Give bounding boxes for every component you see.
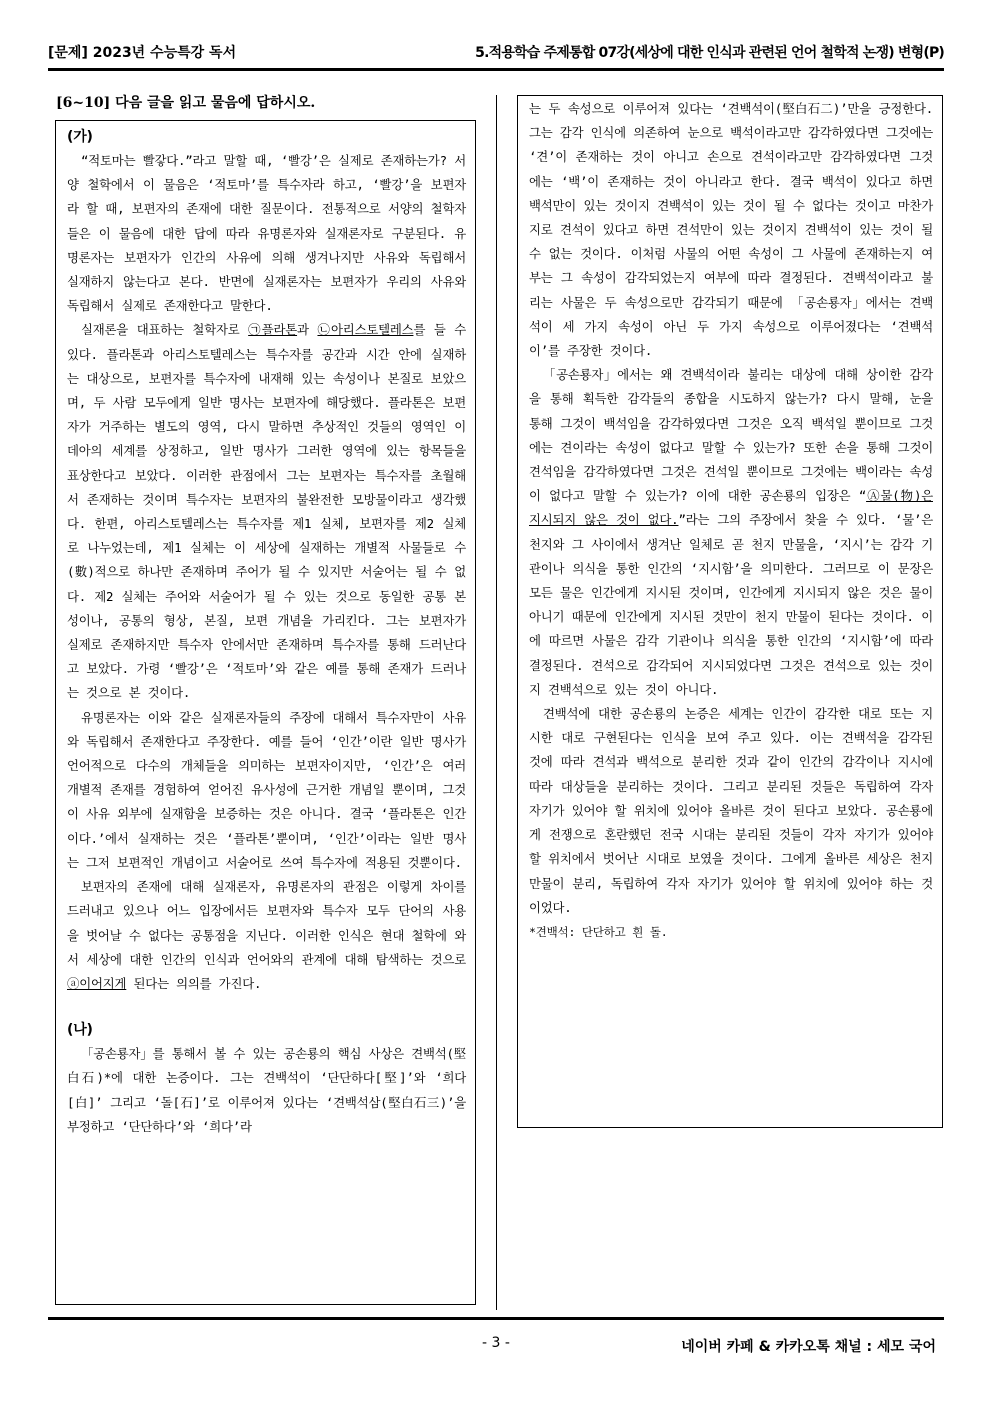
underline-A: Ⓐ물(物)은 지시되지 않은 것이 없다. [529,488,933,528]
ga-paragraph-1: “적토마는 빨갛다.”라고 말할 때, ‘빨강’은 실제로 존재하는가? 서양 철학에서 이 물음은 ‘적토마’를 특수자라 하고, ‘빨강’을 보편자라 할 때, 보편자의 존재에 대한 질문이다. 전통적으로 서양의 철학자들은 이 물음에 대한 답에 따라 유명론자와 실재론자로 구분된다. 유명론자는 보편자가 인간의 사유에 의해 생겨나지만 사유와 독립해서 실재하지 않는다고 본다. 반면에 실재론자는 보편자가 우리의 사유와 독립해서 실제로 존재한다고 말한다. [67,153,466,314]
na-paragraph-1: 「공손룡자」를 통해서 볼 수 있는 공손룡의 핵심 사상은 견백석(堅白石)*에 대한 논증이다. 그는 견백석이 ‘단단하다[堅]’와 ‘희다[白]’ 그리고 ‘돌[石]’로 이루어져 있다는 ‘견백석삼(堅白石三)’을 부정하고 ‘단단하다’와 ‘희다’라 [67,1046,466,1134]
ga-paragraph-4 [67,875,466,996]
ga-paragraph-2 [67,318,466,705]
ga-p2-text: 실재론을 대표하는 철학자로 [81,322,249,338]
ga-p4-text: 된다는 의의를 가진다. [126,975,262,991]
footer-brand: 네이버 카페 & 카카오톡 채널 : 세모 국어 [681,1339,936,1355]
header-left: [문제] 2023년 수능특강 독서 [48,45,237,61]
na-paragraph-3: 견백석에 대한 공손룡의 논증은 세계는 인간이 감각한 대로 또는 지시한 대로 구현된다는 인식을 보여 주고 있다. 이는 견백석을 감각된 것에 따라 견석과 백석으로 분리한 것과 같이 인간의 감각이나 지시에 따라 대상들을 분리하는 것이다. 그리고 분리된 것들은 독립하여 각자 자기가 있어야 할 위치에 있어야 올바른 것이 된다고 보았다. 공손룡에게 전쟁으로 혼란했던 전국 시대는 분리된 것들이 각자 자기가 있어야 할 위치에서 벗어난 시대로 보였을 것이다. 그에게 올바른 세상은 천지 만물이 분리, 독립하여 각자 자기가 있어야 할 위치에 있어야 하는 것이었다. [529,706,933,915]
ga-p2-text: 를 들 수 있다. 플라톤과 아리스토텔레스는 특수자를 공간과 시간 안에 실재하는 대상으로, 보편자를 특수자에 내재해 있는 속성이나 본질로 보았으며, 두 사람 모두에게 일반 명사는 보편자에 해당했다. 플라톤은 보편자가 거주하는 별도의 영역, 다시 말하면 추상적인 것들의 영역인 이데아의 세계를 상정하고, 일반 명사가 그러한 영역에 있는 항목들을 표상한다고 보았다. 이러한 관점에서 그는 보편자는 특수자를 초월해서 존재하는 것이며 특수자는 보편자의 불완전한 모방물이라고 생각했다. 한편, 아리스토텔레스는 특수자를 제1 실체, 보편자를 제2 실체로 나누었는데, 제1 실체는 이 세상에 실재하는 개별적 사물들로 수(數)적으로 하나만 존재하며 주어가 될 수 있지만 서술어는 될 수 없다. 제2 실체는 주어와 서술어가 될 수 있는 것으로 동일한 공통 본성이나, 공통의 형상, 본질, 보편 개념을 가리킨다. 그는 보편자가 실제로 존재하지만 특수자 안에서만 존재하며 특수자를 통해 드러난다고 보았다. 가령 ‘빨강’은 ‘적토마’와 같은 예를 통해 존재가 드러나는 것으로 본 것이다. [67,322,467,701]
na-paragraph-2 [529,363,933,702]
section-label-na: (나) [67,1022,93,1039]
ga-p2-text: 과 [297,322,318,338]
footer-rule [48,1317,944,1320]
underline-aristotle: ㉡아리스토텔레스 [317,322,414,338]
header-right: 5.적용학습 주제통합 07강(세상에 대한 인식과 관련된 언어 철학적 논쟁) 변형(P) [475,45,944,61]
question-heading: [6~10] 다음 글을 읽고 물음에 답하시오. [56,95,316,111]
ga-p4-text: 보편자의 존재에 대해 실재론자, 유명론자의 관점은 이렇게 차이를 드러내고 있으나 어느 입장에서든 보편자와 특수자 모두 단어의 사용을 벗어날 수 없다는 공통점을 지닌다. 이러한 인식은 현대 철학에 와서 세상에 대한 인간의 인식과 언어와의 관계에 대해 탐색하는 것으로 [67,879,466,967]
footnote: *견백석: 단단하고 흰 돌. [529,924,668,939]
page-header [48,42,944,64]
ga-paragraph-3: 유명론자는 이와 같은 실재론자들의 주장에 대해서 특수자만이 사유와 독립해서 존재한다고 주장한다. 예를 들어 ‘인간’이란 일반 명사가 언어적으로 다수의 개체들을 의미하는 보편자이지만, ‘인간’은 여러 개별적 존재를 경험하여 얻어진 유사성에 근거한 개념일 뿐이며, 그것이 사유 외부에 실재함을 보증하는 것은 아니다. 결국 ‘플라톤은 인간이다.’에서 실재하는 것은 ‘플라톤’뿐이며, ‘인간’이라는 일반 명사는 그저 보편적인 개념이고 서술어로 쓰여 특수자에 적용된 것뿐이다. [67,709,466,870]
underline-plato: ㉠플라톤 [248,322,298,338]
page-number: - 3 - [482,1335,510,1351]
underline-a: ⓐ이어지게 [67,975,127,991]
header-rule [48,68,944,71]
passage-box-left [55,120,476,1305]
na-p2-text: ”라는 그의 주장에서 찾을 수 있다. ‘물’은 천지와 그 사이에서 생겨난 일체로 곧 천지 만물을, ‘지시’는 감각 기관이나 의식을 통한 인간의 ‘지시함’을 의미한다. 그러므로 이 문장은 모든 물은 인간에게 지시된 것이며, 인간에게 지시되지 않은 것은 물이 아니기 때문에 인간에게 지시된 것만이 천지 만물이 된다는 것이다. 이에 따르면 사물은 감각 기관이나 의식을 통한 인간의 ‘지시함’에 따라 결정된다. 견석으로 감각되어 지시되었다면 그것은 견석으로 있는 것이지 견백석으로 있는 것이 아니다. [529,512,934,697]
na-paragraph-1-cont: 는 두 속성으로 이루어져 있다는 ‘견백석이(堅白石二)’만을 긍정한다. 그는 감각 인식에 의존하여 눈으로 백석이라고만 감각하였다면 그것에는 ‘견’이 존재하는 것이 아니고 손으로 견석이라고만 감각하였다면 그것에는 ‘백’이 존재하는 것이 아니라고 한다. 결국 백석이 있다고 하면 백석만이 있는 것이지 견백석이 있는 것이 될 수 없다는 것이고 마찬가지로 견석이 있다고 하면 견석만이 있는 것이지 견백석이 있는 것이 될 수 없는 것이다. 이처럼 사물의 어떤 속성이 그 사물에 존재하는지 여부는 그 속성이 감각되었는지 여부에 따라 결정된다. 견백석이라고 불리는 사물은 두 속성으로만 감각되기 때문에 「공손룡자」에서는 견백석이 세 가지 속성이 아닌 두 가지 속성으로 이루어졌다는 ‘견백석이’를 주장한 것이다. [529,101,933,359]
na-p2-text: 「공손룡자」에서는 왜 견백석이라 불리는 대상에 대해 상이한 감각을 통해 획득한 감각들의 종합을 시도하지 않는가? 다시 말해, 눈을 통해 그것이 백석임을 감각하였다면 그것은 오직 백석일 뿐이므로 그것에는 견이라는 속성이 없다고 말할 수 있는가? 또한 손을 통해 그것이 견석임을 감각하였다면 그것은 견석일 뿐이므로 그것에는 백이라는 속성이 없다고 말할 수 있는가? 이에 대한 공손룡의 입장은 “ [529,367,933,504]
section-label-ga: (가) [67,129,93,145]
column-divider [496,95,497,1310]
passage-box-right [517,95,943,1128]
